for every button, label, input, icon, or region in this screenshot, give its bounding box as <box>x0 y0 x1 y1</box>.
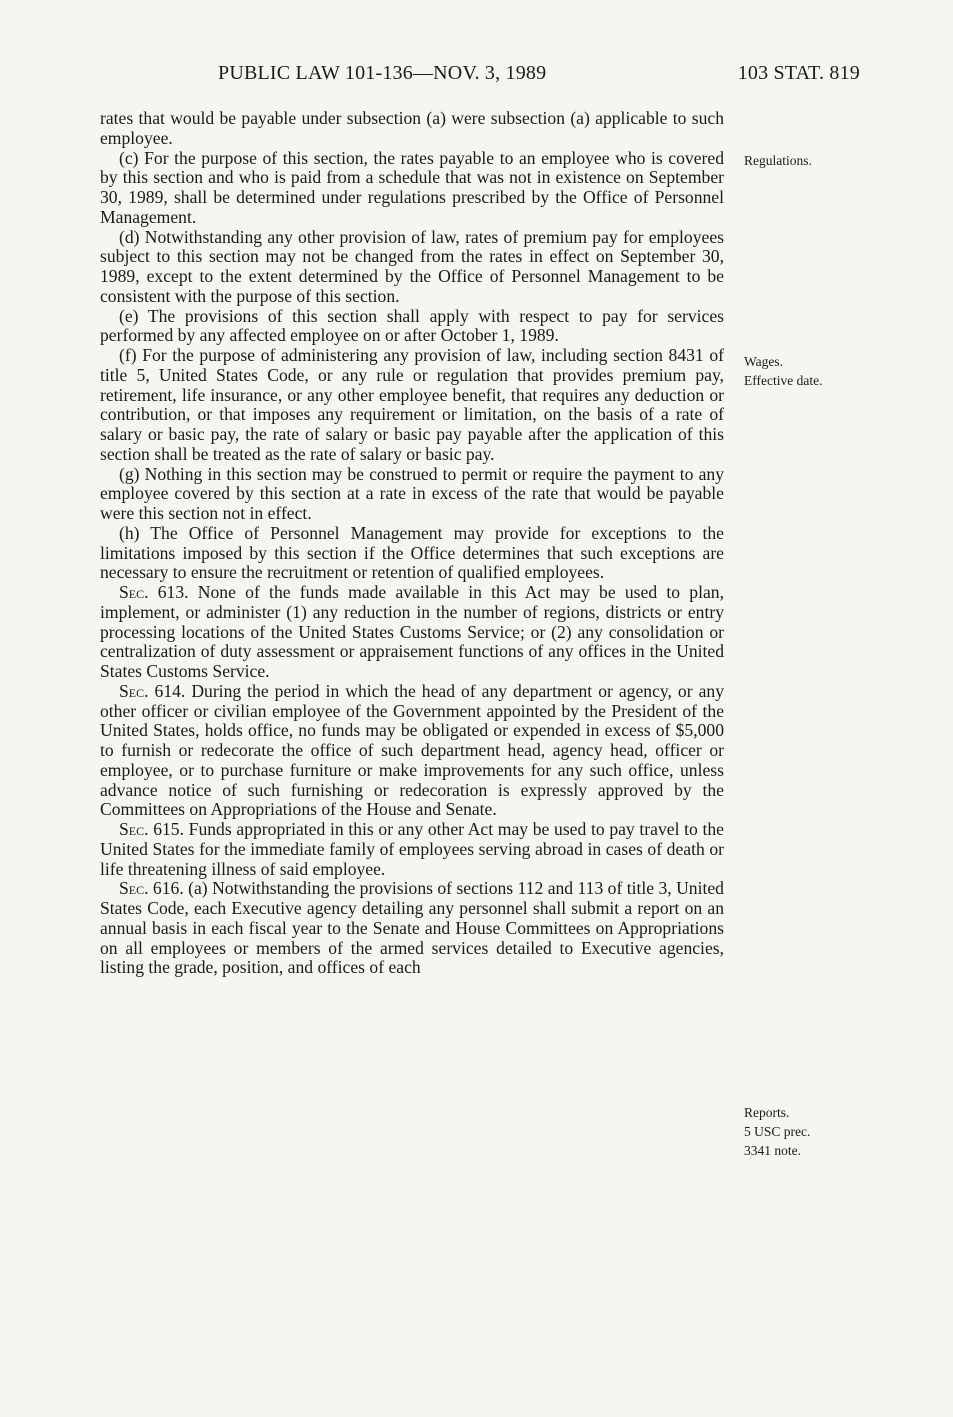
paragraph-f: (f) For the purpose of administering any provision of law, including section 8431 of title 5, United States Code, or any rule or regulation that provides premium pay, retirement, life insurance, or any other employee benefit, that requires any deduction or contribution, or that imposes any requirement or limitation, on the basis of a rate of salary or basic pay, the rate of salary or basic pay payable after the application of this section shall be treated as the rate of salary or basic pay. <box>100 345 724 464</box>
margin-note-usc-1: 5 USC prec. <box>744 1124 811 1139</box>
section-616 <box>100 879 724 978</box>
margin-note-wages: Wages. <box>744 354 784 369</box>
paragraph-c: (c) For the purpose of this section, the rates payable to an employee who is covered by this section and who is paid from a schedule that was not in existence on September 30, 1989, shall be determined under regulations prescribed by the Office of Personnel Management. <box>100 147 724 227</box>
margin-note-regulations: Regulations. <box>744 153 812 168</box>
margin-note-effective-date: Effective date. <box>744 373 823 388</box>
body-text <box>100 109 724 978</box>
header-stat-page: 103 STAT. 819 <box>737 62 860 84</box>
section-613-label: Sec. 613. <box>119 582 189 602</box>
paragraph-d: (d) Notwithstanding any other provision of law, rates of premium pay for employees subject to this section may not be changed from the rates in effect on September 30, 1989, except to the extent determined by the Office of Personnel Management to be consistent with the purpose of this section. <box>100 226 724 306</box>
section-615 <box>100 820 724 879</box>
section-615-label: Sec. 615. <box>119 819 184 839</box>
section-614 <box>100 682 724 820</box>
paragraph-e: (e) The provisions of this section shall apply with respect to pay for services performed by any affected employee on or after October 1, 1989. <box>100 305 724 346</box>
paragraph-continued: rates that would be payable under subsection (a) were subsection (a) applicable to such employee. <box>100 108 724 148</box>
paragraph-h: (h) The Office of Personnel Management may provide for exceptions to the limitations imposed by this section if the Office determines that such exceptions are necessary to ensure the recruitment or retention of qualified employees. <box>100 522 724 583</box>
page-header <box>100 62 860 90</box>
section-616-text: (a) Notwithstanding the provisions of sections 112 and 113 of title 3, United States Code, each Executive agency detailing any personnel shall submit a report on an annual basis in each fiscal year to the Senate and House Committees on Appropriations on all employees or members of the armed services detailed to Executive agencies, listing the grade, position, and offices of each <box>100 878 724 978</box>
margin-note-usc-2: 3341 note. <box>744 1143 801 1158</box>
header-title: PUBLIC LAW 101-136—NOV. 3, 1989 <box>218 62 547 84</box>
section-613 <box>100 583 724 682</box>
section-615-text: Funds appropriated in this or any other Act may be used to pay travel to the United States for the immediate family of employees serving abroad in cases of death or life threatening illness of said employee. <box>100 819 724 879</box>
section-616-label: Sec. 616. <box>119 878 184 899</box>
section-614-label: Sec. 614. <box>119 680 186 701</box>
paragraph-g: (g) Nothing in this section may be construed to permit or require the payment to any employee covered by this section at a rate in excess of the rate that would be payable were this section not in effect. <box>100 463 724 523</box>
margin-note-reports: Reports. <box>744 1105 790 1120</box>
section-614-text: During the period in which the head of any department or agency, or any other officer or civilian employee of the Government appointed by the President of the United States, holds office, no funds may be obligated or expended in excess of $5,000 to furnish or redecorate the office of such department head, agency head, officer or employee, or to purchase furniture or make improvements for any such office, unless advance notice of such furnishing or redecoration is expressly approved by the Committees on Appropriations of the House and Senate. <box>100 680 724 820</box>
section-613-text: None of the funds made available in this Act may be used to plan, implement, or administer (1) any reduction in the number of regions, districts or entry processing locations of the United States Customs Service; or (2) any consolidation or centralization of duty assessment or appraisement functions of any offices in the United States Customs Service. <box>100 582 724 681</box>
